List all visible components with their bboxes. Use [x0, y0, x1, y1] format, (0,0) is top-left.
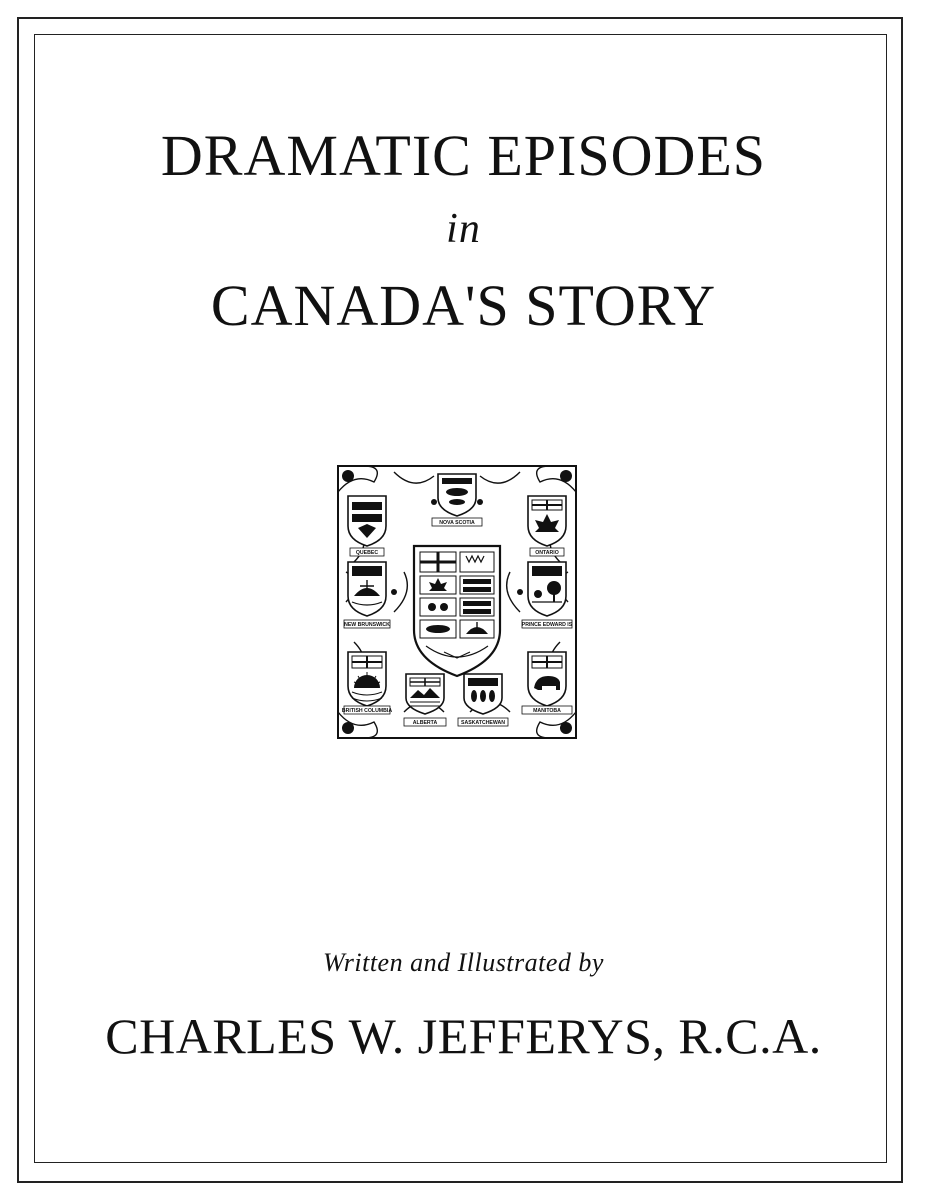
- shield-quebec: [348, 496, 386, 556]
- label-manitoba: MANITOBA: [533, 708, 561, 714]
- label-nova-scotia: NOVA SCOTIA: [439, 520, 475, 526]
- shield-prince-edward-island: [522, 562, 573, 628]
- label-prince-edward: PRINCE EDWARD IS: [521, 622, 573, 628]
- label-saskatchewan: SASKATCHEWAN: [461, 720, 505, 726]
- credit-line: Written and Illustrated by: [323, 948, 604, 977]
- shield-manitoba: [522, 652, 572, 714]
- label-british-columbia: BRITISH COLUMBIA: [341, 708, 393, 714]
- title-line-3: CANADA'S STORY: [210, 273, 717, 338]
- shield-canada: [414, 546, 500, 676]
- shield-british-columbia: [342, 652, 392, 714]
- label-quebec: QUEBEC: [355, 550, 379, 556]
- label-ontario: ONTARIO: [535, 550, 559, 556]
- title-line-2: in: [446, 206, 481, 252]
- shield-alberta: [404, 674, 446, 726]
- author-name: CHARLES W. JEFFERYS, R.C.A.: [105, 1008, 822, 1064]
- provincial-arms-crest: [334, 462, 580, 742]
- shield-ontario: [528, 496, 566, 556]
- title-line-1: DRAMATIC EPISODES: [160, 123, 767, 188]
- shield-nova-scotia: [432, 474, 482, 526]
- shield-new-brunswick: [344, 562, 390, 628]
- label-alberta: ALBERTA: [412, 720, 438, 726]
- shield-saskatchewan: [458, 674, 508, 726]
- label-new-brunswick: NEW BRUNSWICK: [344, 622, 390, 628]
